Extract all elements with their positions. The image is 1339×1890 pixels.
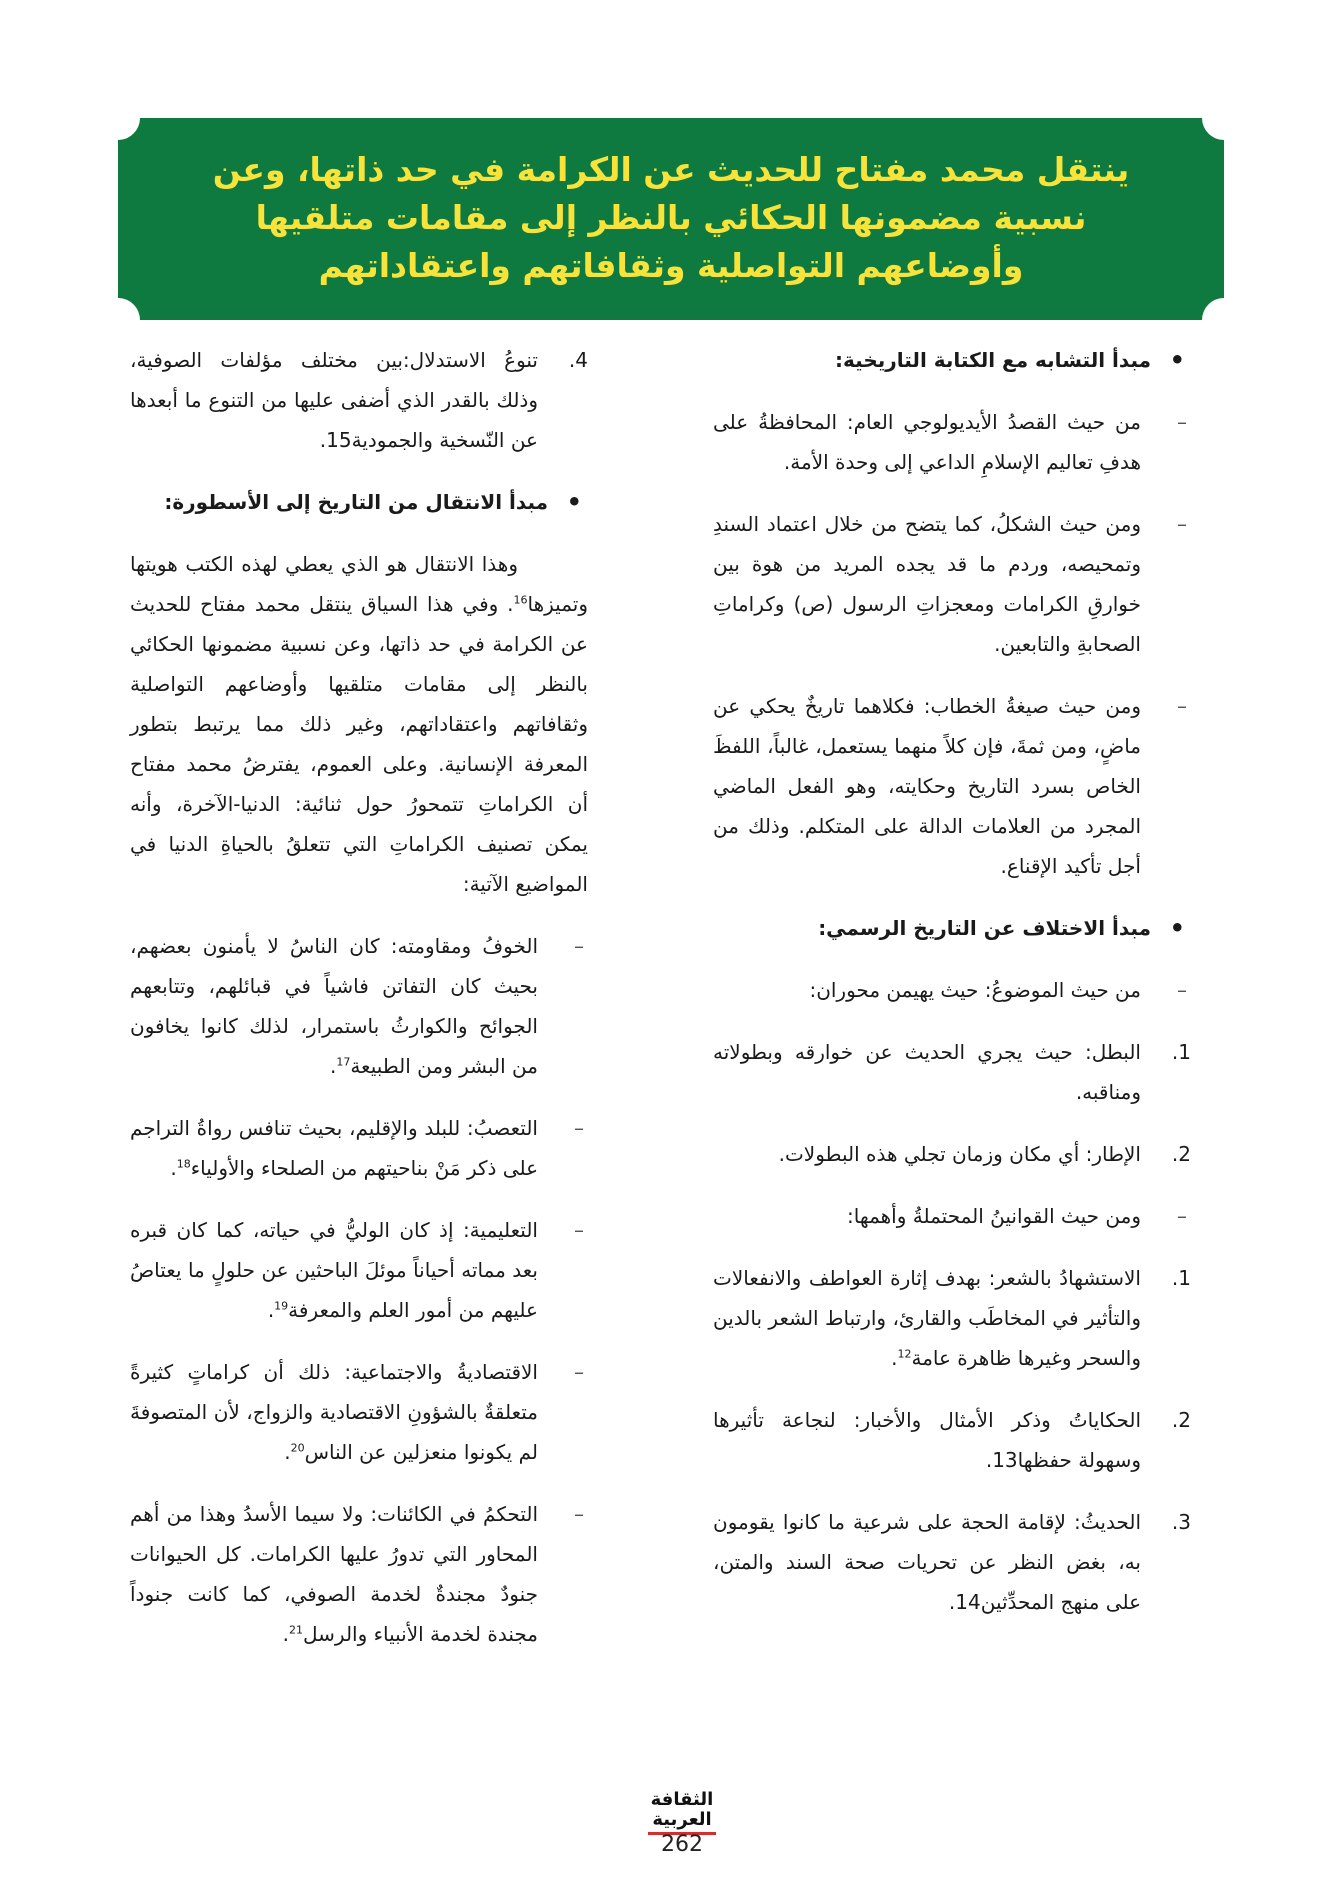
dash-icon: – xyxy=(1177,978,1187,1002)
numbered-item: 1. الاستشهادُ بالشعر: بهدف إثارة العواطف والانفعالات والتأثير في المخاطَب والقارئ، وارتباط الشعر بالدين والسحر وغيرها ظاهرة عامة$^{12}$. xyxy=(713,1258,1191,1378)
quote-banner xyxy=(118,118,1224,320)
body-paragraph: وهذا الانتقال هو الذي يعطي لهذه الكتب هويتها وتميزها$^{16}$. وفي هذا السياق ينتقل محمد مفتاح للحديث عن الكرامة في حد ذاتها، وعن نسبية مضمونها الحكائي بالنظر إلى مقامات متلقيها وأوضاعهم التواصلية وثقافاتهم واعتقاداتهم، وغير ذلك مما يرتبط بتطور المعرفة الإنسانية. وعلى العموم، يفترضُ محمد مفتاح أن الكراماتِ تتمحورُ حول ثنائية: الدنيا-الآخرة، وأنه يمكن تصنيف الكراماتِ التي تتعلقُ بالحياةِ الدنيا في المواضيع الآتية: xyxy=(130,552,588,896)
numbered-item: 1. البطل: حيث يجري الحديث عن خوارقه وبطولاته ومناقبه. xyxy=(713,1032,1191,1112)
item-number: 1. xyxy=(1171,1266,1191,1290)
right-column xyxy=(713,340,1191,1644)
list-item: – ومن حيث صيغةُ الخطاب: فكلاهما تاريخٌ يحكي عن ماضٍ، ومن ثمةَ، فإن كلاً منهما يستعمل، غالباً، اللفظَ الخاص بسرد التاريخ وحكايته، وهو الفعل الماضي المجرد من العلامات الدالة على المتكلم. وذلك من أجل تأكيد الإقناع. xyxy=(713,686,1191,886)
item-number: 2. xyxy=(1171,1142,1191,1166)
numbered-item: 2. الإطار: أي مكان وزمان تجلي هذه البطولات. xyxy=(713,1134,1191,1174)
dash-icon: – xyxy=(574,934,584,958)
footnote-ref: 18 xyxy=(176,1157,191,1171)
item-number: 2. xyxy=(1171,1408,1191,1432)
banner-line: وأوضاعهم التواصلية وثقافاتهم واعتقاداتهم xyxy=(318,246,1024,285)
footnote-ref: 19 xyxy=(274,1299,289,1313)
dash-icon: – xyxy=(1177,694,1187,718)
item-number: 1. xyxy=(1171,1040,1191,1064)
dash-icon: – xyxy=(1177,410,1187,434)
banner-quote xyxy=(158,146,1184,290)
footnote-ref: 20 xyxy=(290,1441,305,1455)
footnote-ref: 16 xyxy=(513,593,528,607)
bullet-icon: • xyxy=(1169,346,1185,374)
dash-icon: – xyxy=(574,1502,584,1526)
list-item: – ومن حيث الشكلُ، كما يتضح من خلال اعتماد السندِ وتمحيصه، وردم ما قد يجده المريد من هوة بين خوارقِ الكرامات ومعجزاتِ الرسول (ص) وكراماتِ الصحابةِ والتابعين. xyxy=(713,504,1191,664)
footnote-ref: 21 xyxy=(289,1623,303,1637)
list-item: – الخوفُ ومقاومته: كان الناسُ لا يأمنون بعضهم، بحيث كان التفاتن فاشياً في قبائلهم، وتتابعهم الجوائح والكوارثُ باستمرار، لذلك كانوا يخافون من البشر ومن الطبيعة$^{17}$. xyxy=(130,926,588,1086)
dash-icon: – xyxy=(574,1218,584,1242)
dash-icon: – xyxy=(574,1116,584,1140)
left-column xyxy=(130,340,588,1676)
list-item: – الاقتصاديةُ والاجتماعية: ذلك أن كراماتٍ كثيرةً متعلقةٌ بالشؤونِ الاقتصادية والزواج، لأن المتصوفةَ لم يكونوا منعزلين عن الناس$^{20}$. xyxy=(130,1352,588,1472)
list-item: – التعصبُ: للبلد والإقليم، بحيث تنافس رواةُ التراجم على ذكر مَنْ بناحيتهم من الصلحاء والأولياء$^{18}$. xyxy=(130,1108,588,1188)
footnote-ref: 17 xyxy=(336,1055,351,1069)
item-number: 3. xyxy=(1171,1510,1191,1534)
banner-line: ينتقل محمد مفتاح للحديث عن الكرامة في حد ذاتها، وعن xyxy=(212,150,1130,189)
section-heading: • مبدأ التشابه مع الكتابة التاريخية: xyxy=(713,340,1191,380)
dash-icon: – xyxy=(1177,512,1187,536)
section-heading: • مبدأ الاختلاف عن التاريخ الرسمي: xyxy=(713,908,1191,948)
page-number: 262 xyxy=(661,1832,703,1857)
list-item: – ومن حيث القوانينُ المحتملةُ وأهمها: xyxy=(713,1196,1191,1236)
list-item: – من حيث الموضوعُ: حيث يهيمن محوران: xyxy=(713,970,1191,1010)
dash-icon: – xyxy=(1177,1204,1187,1228)
dash-icon: – xyxy=(574,1360,584,1384)
footnote-ref: 12 xyxy=(897,1347,912,1361)
numbered-item: 3. الحديثُ: لإقامة الحجة على شرعية ما كانوا يقومون به، بغض النظر عن تحريات صحة السند والمتن، على منهج المحدِّثين14. xyxy=(713,1502,1191,1622)
logo-text: الثقافة العربية xyxy=(650,1789,714,1830)
list-item: – التعليمية: إذ كان الوليُّ في حياته، كما كان قبره بعد مماته أحياناً موئلَ الباحثين عن حلولٍ ما يعتاصُ عليهم من أمور العلم والمعرفة$^{19}$. xyxy=(130,1210,588,1330)
item-number: 4. xyxy=(568,348,588,372)
banner-line: نسبية مضمونها الحكائي بالنظر إلى مقامات متلقيها xyxy=(255,198,1087,237)
list-item: – التحكمُ في الكائنات: ولا سيما الأسدُ وهذا من أهم المحاور التي تدورُ عليها الكرامات. كل الحيوانات جنودٌ مجندةٌ لخدمة الصوفي، كما كانت جنوداً مجندة لخدمة الأنبياء والرسل$^{21}$. xyxy=(130,1494,588,1654)
bullet-icon: • xyxy=(566,488,582,516)
numbered-item: 2. الحكاياتُ وذكر الأمثال والأخبار: لنجاعة تأثيرها وسهولة حفظها13. xyxy=(713,1400,1191,1480)
section-heading: • مبدأ الانتقال من التاريخ إلى الأسطورة: xyxy=(130,482,588,522)
bullet-icon: • xyxy=(1169,914,1185,942)
magazine-logo xyxy=(642,1790,722,1835)
list-item: – من حيث القصدُ الأيديولوجي العام: المحافظةُ على هدفِ تعاليم الإسلامِ الداعي إلى وحدة الأمة. xyxy=(713,402,1191,482)
numbered-item: 4. تنوعُ الاستدلال:بين مختلف مؤلفات الصوفية، وذلك بالقدر الذي أضفى عليها من التنوع ما أبعدها عن النّسخية والجمودية15. xyxy=(130,340,588,460)
